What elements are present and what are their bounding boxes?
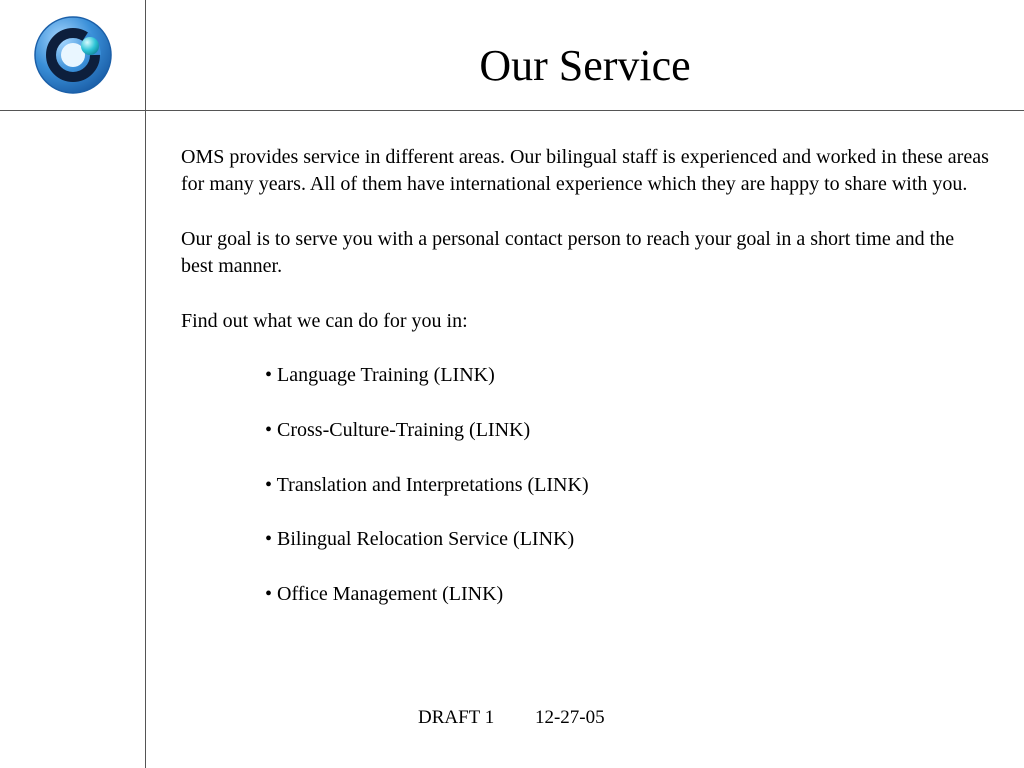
slide-body: [181, 144, 991, 635]
slide-title: Our Service: [479, 41, 691, 90]
service-item: [265, 581, 991, 608]
service-item: [265, 362, 991, 389]
service-item: [265, 472, 991, 499]
cross-culture-training-link[interactable]: • Cross-Culture-Training (LINK): [265, 418, 531, 441]
vertical-divider: [145, 0, 146, 768]
office-management-link[interactable]: • Office Management (LINK): [265, 582, 504, 605]
bilingual-relocation-link[interactable]: • Bilingual Relocation Service (LINK): [265, 528, 575, 551]
language-training-link[interactable]: • Language Training (LINK): [265, 364, 495, 387]
translation-interpretations-link[interactable]: • Translation and Interpretations (LINK): [265, 473, 589, 496]
horizontal-divider: [0, 110, 1024, 111]
service-item: [265, 417, 991, 444]
oms-logo-icon: [33, 15, 113, 95]
service-item: [265, 526, 991, 553]
draft-label: DRAFT 1: [418, 707, 495, 728]
intro-paragraph: OMS provides service in different areas. Our bilingual staff is experienced and worked in these areas for many years. All of them have international experience which they are happy to share with you.: [181, 146, 989, 196]
services-list: [181, 362, 991, 608]
draft-date: 12-27-05: [534, 707, 605, 728]
slide-footer: [418, 706, 605, 730]
find-out-paragraph: Find out what we can do for you in:: [181, 309, 468, 332]
goal-paragraph: Our goal is to serve you with a personal contact person to reach your goal in a short time and the best manner.: [181, 227, 955, 278]
